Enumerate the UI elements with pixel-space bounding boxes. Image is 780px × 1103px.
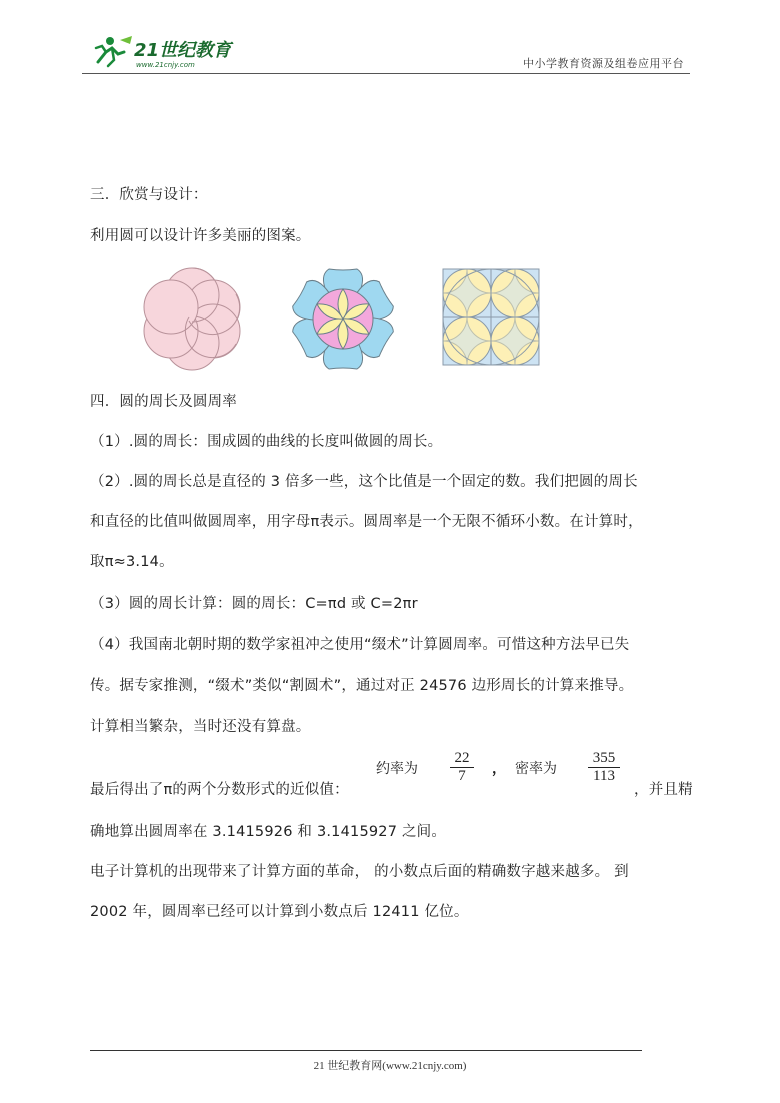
logo-text: 21世纪教育: [134, 40, 232, 61]
pattern-swirl: [144, 268, 240, 370]
footer-divider: [90, 1050, 642, 1051]
site-logo: [90, 32, 250, 70]
yuelv-numerator: 22: [450, 750, 474, 768]
paragraph-4-line-2: 传。据专家推测，“缀术”类似“割圆术”，通过对正 24576 边形周长的计算来推导。: [90, 678, 634, 694]
section3-intro: 利用圆可以设计许多美丽的图案。: [90, 228, 311, 244]
footer-text: 21 世纪教育网(www.21cnjy.com): [313, 1060, 467, 1072]
section4-title: 四．圆的周长及圆周率: [90, 394, 237, 410]
yuelv-denominator: 7: [458, 768, 466, 784]
yuelv-label: 约率为: [376, 761, 418, 777]
paragraph-5-suffix: ，并且精: [634, 782, 693, 798]
page-header: [82, 28, 690, 74]
milv-fraction: [588, 750, 620, 785]
platform-name: 中小学教育资源及组卷应用平台: [523, 57, 684, 70]
paragraph-6-line-1: 电子计算机的出现带来了计算方面的革命， 的小数点后面的精确数字越来越多。 到: [90, 864, 629, 880]
yuelv-fraction: [450, 750, 474, 785]
fraction-comma: ，: [492, 761, 506, 777]
paragraph-1: （1）.圆的周长：围成圆的曲线的长度叫做圆的周长。: [90, 434, 443, 450]
milv-denominator: 113: [593, 768, 615, 784]
section3-title: 三．欣赏与设计：: [90, 187, 208, 203]
paragraph-3: （3）圆的周长计算：圆的周长：C=πd 或 C=2πr: [90, 596, 418, 612]
paragraph-2-line-2: 和直径的比值叫做圆周率，用字母π表示。圆周率是一个无限不循环小数。在计算时，: [90, 514, 643, 530]
pattern-flower: [290, 269, 396, 369]
milv-label: 密率为: [515, 761, 557, 777]
runner-icon: [96, 36, 132, 66]
header-divider: [82, 73, 690, 75]
pattern-circle-grid: [443, 269, 539, 365]
paragraph-2-line-1: （2）.圆的周长总是直径的 3 倍多一些，这个比值是一个固定的数。我们把圆的周长: [90, 474, 638, 490]
paragraph-2-line-3: 取π≈3.14。: [90, 554, 174, 570]
paragraph-5-prefix: 最后得出了π的两个分数形式的近似值：: [90, 782, 349, 798]
paragraph-6-line-2: 2002 年，圆周率已经可以计算到小数点后 12411 亿位。: [90, 904, 469, 920]
paragraph-4-line-1: （4）我国南北朝时期的数学家祖冲之使用“缀术”计算圆周率。可惜这种方法早已失: [90, 637, 630, 653]
milv-numerator: 355: [588, 750, 620, 768]
paragraph-4-line-3: 计算相当繁杂，当时还没有算盘。: [90, 719, 311, 735]
circle-patterns-figure: [138, 263, 548, 375]
logo-url: www.21cnjy.com: [136, 61, 195, 69]
paragraph-5-line-2: 确地算出圆周率在 3.1415926 和 3.1415927 之间。: [90, 824, 447, 840]
